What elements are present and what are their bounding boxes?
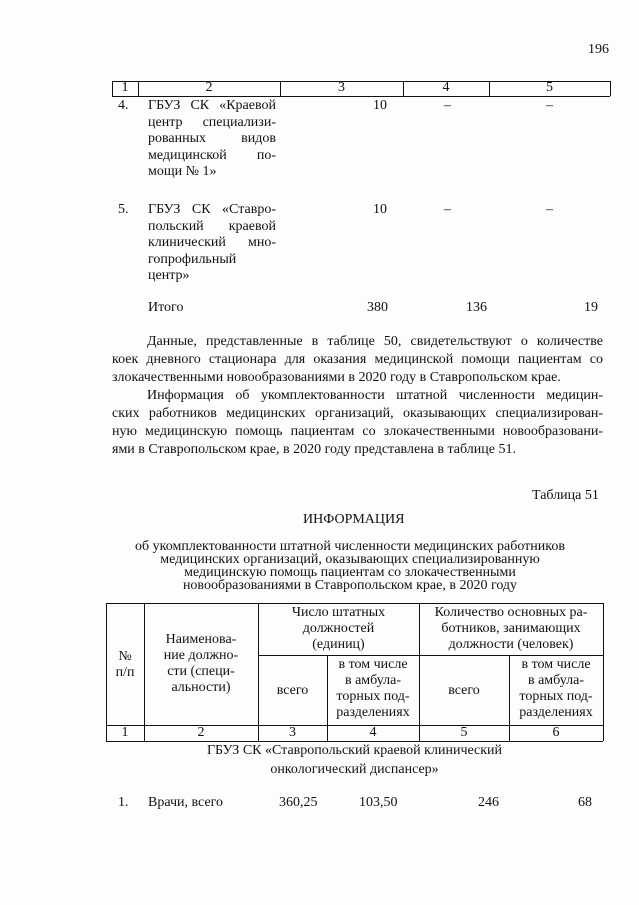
value-col5: – (546, 202, 553, 217)
value-col5: – (546, 98, 553, 113)
header-position-name: Наименова- ние должно- сти (специ- альности) (163, 632, 239, 695)
value-col3: 360,25 (279, 795, 318, 810)
column-number: 3 (289, 725, 296, 740)
value-col4: 103,50 (359, 795, 398, 810)
table50-header-4: 4 (442, 80, 450, 95)
total-col5: 19 (584, 300, 598, 315)
table50-header-1: 1 (121, 80, 129, 95)
row-number: 5. (118, 202, 129, 217)
value-col3: 10 (373, 202, 387, 217)
institution-name: ГБУЗ СК «Ставро- польский краевой клинический мно- гопрофильный центр» (148, 202, 276, 284)
header-ambulatory-workers: в том числе в амбула- торных под- разделениях (519, 657, 593, 720)
table-label: Таблица 51 (532, 488, 599, 503)
column-number: 1 (121, 725, 129, 740)
header-staff-positions: Число штатных должностей (единиц) (291, 605, 386, 652)
column-number: 2 (197, 725, 205, 740)
value-col3: 10 (373, 98, 387, 113)
value-col4: – (444, 202, 451, 217)
value-col5: 246 (478, 795, 499, 810)
page-number: 196 (588, 42, 609, 57)
header-main-workers: Количество основных ра- ботников, занимающих должности (человек) (434, 605, 588, 652)
row-number: 1. (118, 795, 129, 810)
header-number: № п/п (115, 649, 135, 680)
header-total: всего (276, 683, 309, 698)
row-number: 4. (118, 98, 129, 113)
column-number: 5 (460, 725, 468, 740)
table50-header-5: 5 (546, 80, 553, 95)
table50-header-2: 2 (205, 80, 213, 95)
header-ambulatory: в том числе в амбула- торных под- разделениях (336, 657, 410, 720)
header-total-workers: всего (448, 683, 480, 698)
value-col4: – (444, 98, 451, 113)
total-col4: 136 (466, 300, 487, 315)
position-name: Врачи, всего (148, 795, 224, 810)
total-col3: 380 (367, 300, 388, 315)
column-number: 4 (369, 725, 377, 740)
table50-header-3: 3 (338, 80, 345, 95)
total-label: Итого (148, 300, 184, 315)
institution-name: ГБУЗ СК «Краевой центр специализи- рованных видов медицинской по- мощи № 1» (148, 98, 276, 180)
document-page: 196 1 2 3 4 5 4. ГБУЗ СК «Краевой центр специализи- рованных видов медицинской по- мощи № 1» 10 – – 5. ГБУЗ СК «Ставро- польский краевой клинический мно- гопрофильный центр» 10 – – Итого 380 136 19 Данные, представленные в таблице 50, свидетельствуют о количестве коек дневного стационара для оказания медицинской помощи пациентам со злокачественными новообразованиями в 2020 году в Ставропольском крае. Информация об укомплектованности штатной численности медицин- ских работников медицинских организаций, оказывающих специализирован- ную медицинскую помощь пациентам со злокачественными новообразовани- ями в Ставропольском крае, в 2020 году представлена в таблице 51. Таблица 51 ИНФОРМАЦИЯ об укомплектованности штатной численности медицинских работников медицинских организаций, оказывающих специализированную медицинскую помощь пациентам со злокачественными новообразованиями в Ставропольском крае, в 2020 году № п/п Наименова- ние должно- сти (специ- альности) Число штатных должностей (единиц) Количество основных ра- ботников, занимающих должности (человек) всего в том числе в амбула- торных под- разделениях всего в том числе в амбула- торных под- разделениях 1 2 3 4 5 6 ГБУЗ СК «Ставропольский краевой клинический онкологический диспансер» 1. Врачи, всего 360,25 103,50 246 68 (0, 0, 639, 905)
value-col6: 68 (578, 795, 592, 810)
column-number: 6 (552, 725, 560, 740)
table-title: ИНФОРМАЦИЯ (303, 512, 405, 527)
